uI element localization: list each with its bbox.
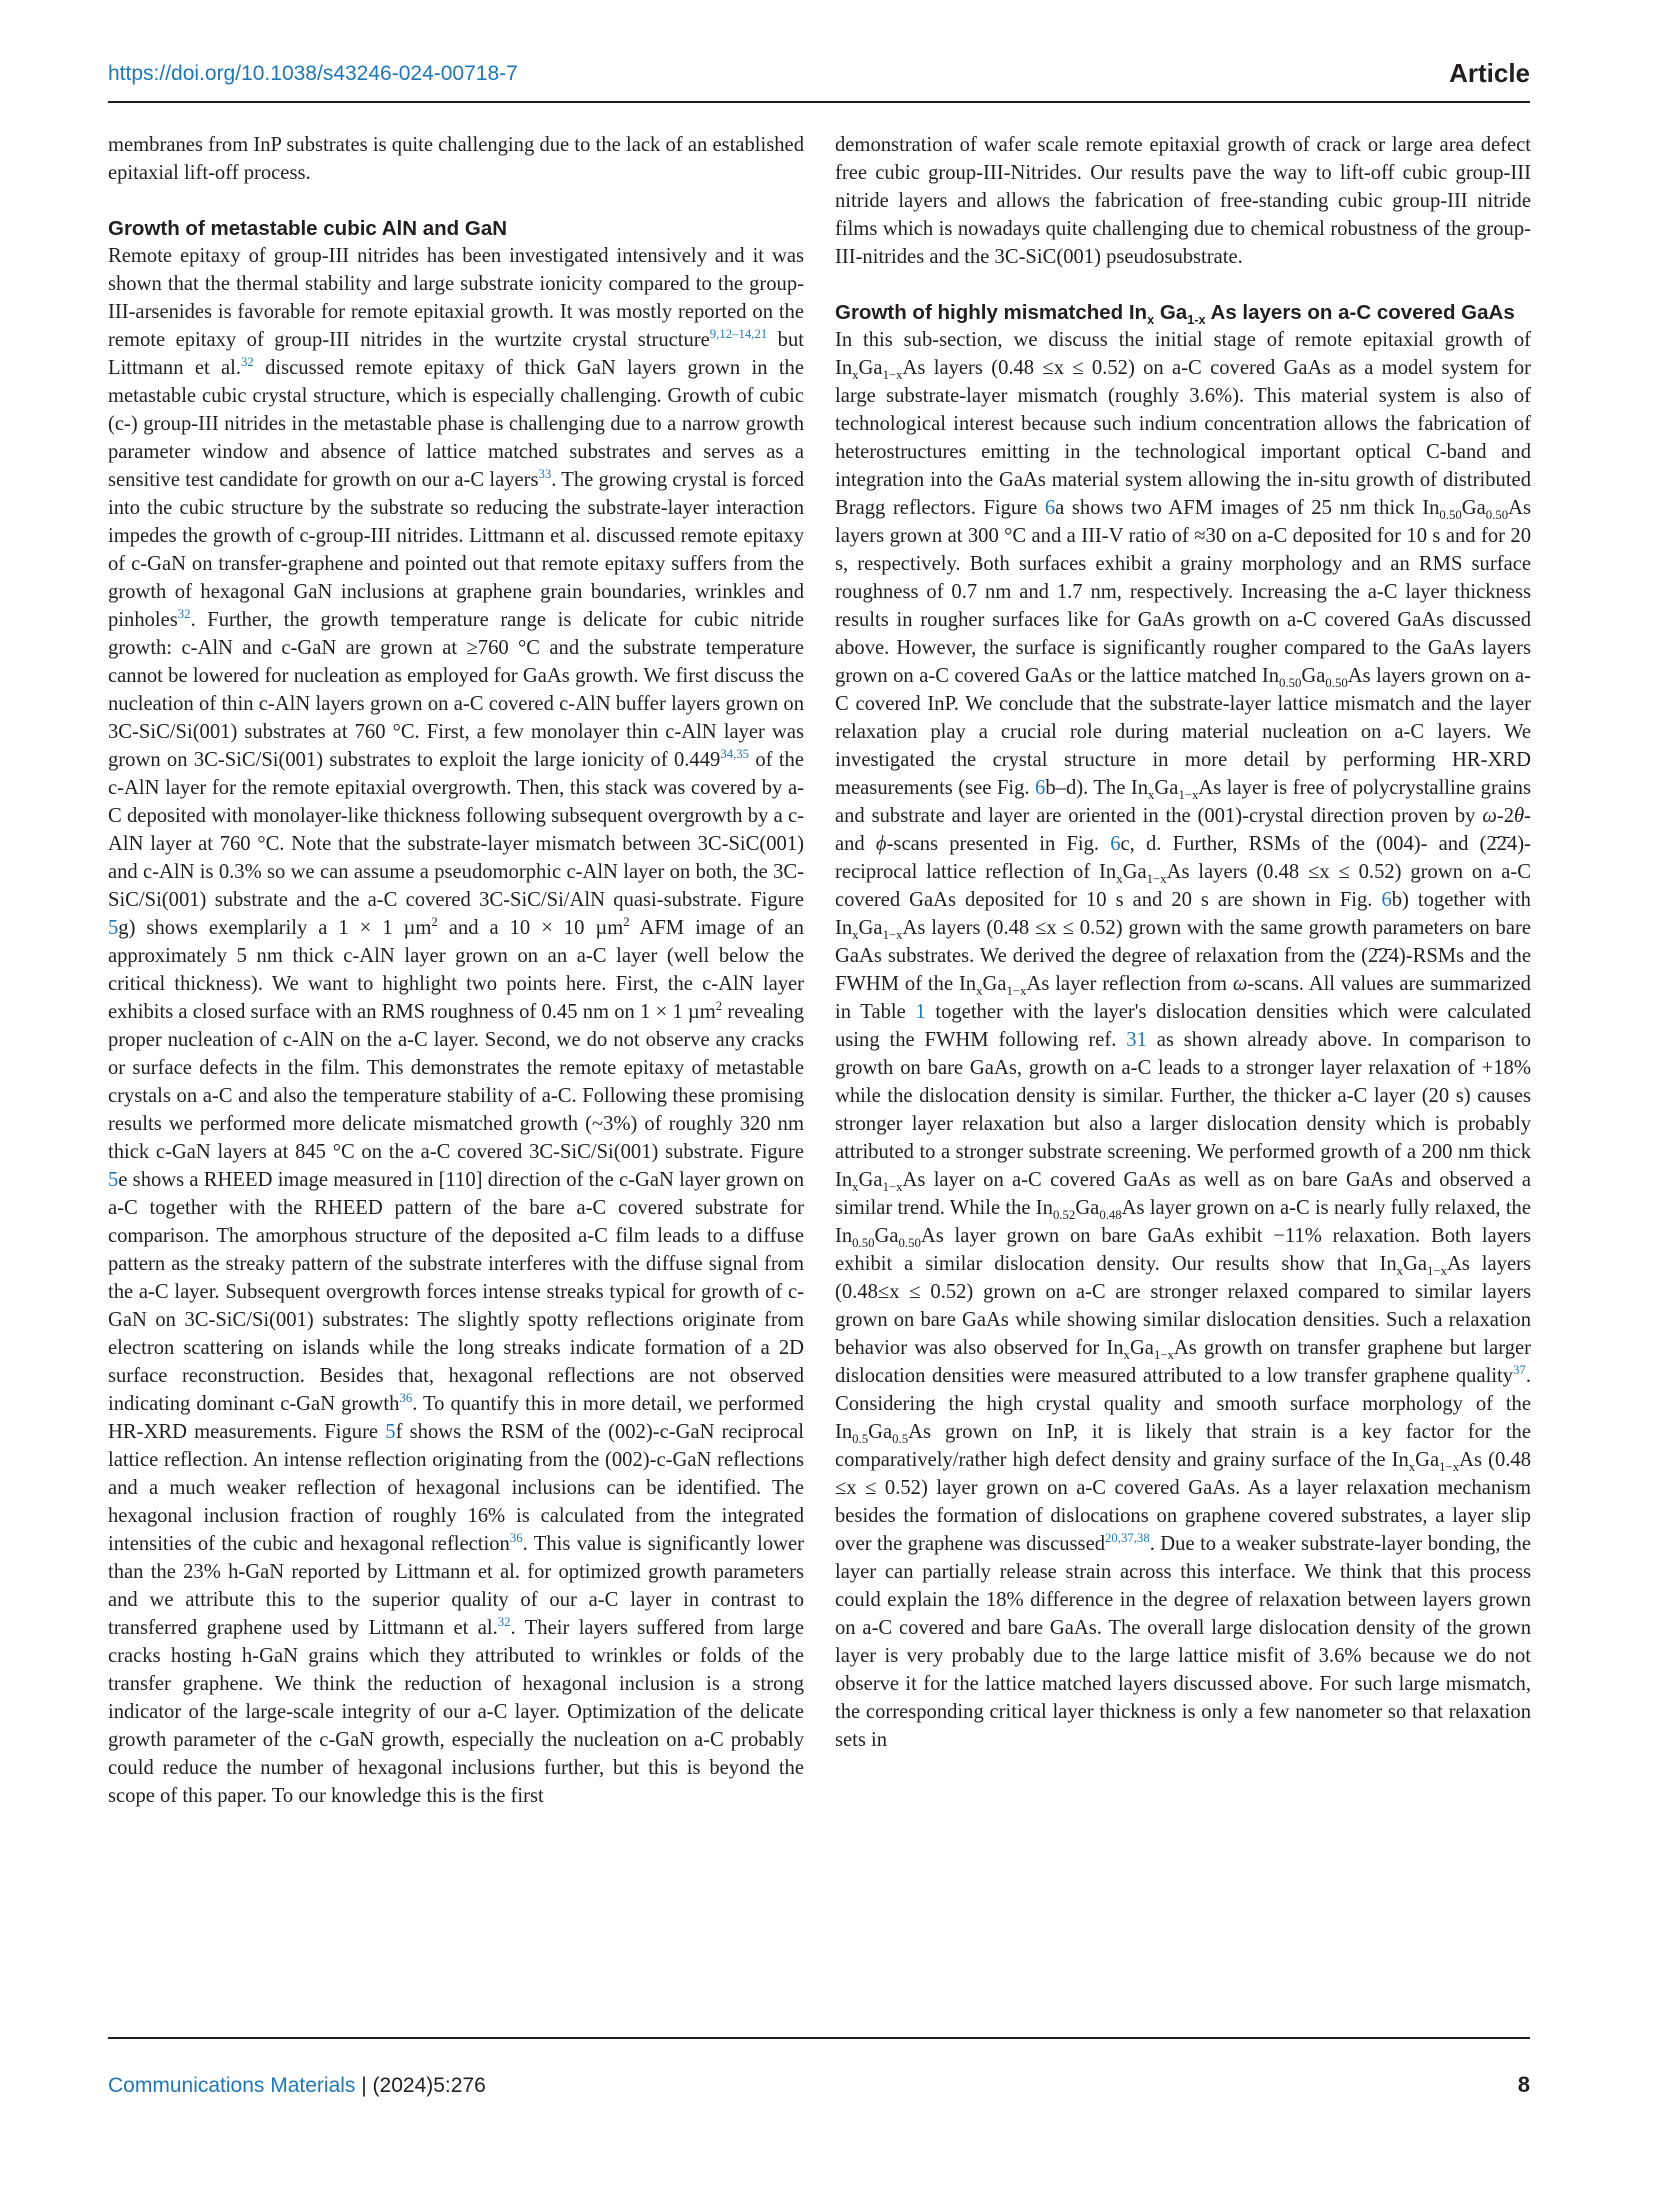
header-divider [108,101,1530,103]
article-type-label: Article [1449,58,1530,88]
footer-separator: | [355,2074,373,2097]
page-number: 8 [1517,2072,1530,2097]
left-column [108,131,804,1810]
left-body-paragraph: Remote epitaxy of group-III nitrides has been investigated intensively and it was shown that the thermal stability and large substrate ionicity compared to the group-III-arsenides is favorable for remote epitaxial growth. It was mostly reported on the remote epitaxy of group-III nitrides in the wurtzite crystal structure$^{9,12-14,21}$ but Littmann et al.$^{32}$ discussed remote epitaxy of thick GaN layers grown in the metastable cubic crystal structure, which is especially challenging. Growth of cubic (c-) group-III nitrides in the metastable phase is challenging due to a narrow growth parameter window and absence of lattice matched substrates and serves as a sensitive test candidate for growth on our a-C layers$^{33}$. The growing crystal is forced into the cubic structure by the substrate so reducing the substrate-layer interaction impedes the growth of c-group-III nitrides. Littmann et al. discussed remote epitaxy of c-GaN on transfer-graphene and pointed out that remote epitaxy suffers from the growth of hexagonal GaN inclusions at graphene grain boundaries, wrinkles and pinholes$^{32}$. Further, the growth temperature range is delicate for cubic nitride growth: c-AlN and c-GaN are grown at ≥760 °C and the substrate temperature cannot be lowered for nucleation as employed for GaAs growth. We first discuss the nucleation of thin c-AlN layers grown on a-C covered c-AlN buffer layers grown on 3C-SiC/Si(001) substrates at 760 °C. First, a few monolayer thin c-AlN layer was grown on 3C-SiC/Si(001) substrates to exploit the large ionicity of 0.449$^{34,35}$ of the c-AlN layer for the remote epitaxial overgrowth. Then, this stack was covered by a-C deposited with monolayer-like thickness following subsequent overgrowth by a c-AlN layer at 760 °C. Note that the substrate-layer mismatch between 3C-SiC(001) and c-AlN is 0.3% so we can assume a pseudomorphic c-AlN layer on both, the 3C-SiC/Si(001) substrate and the a-C covered 3C-SiC/Si/AlN quasi-substrate. Figure 5g) shows exemplarily a 1 × 1 µm$^2$ and a 10 × 10 µm$^2$ AFM image of an approximately 5 nm thick c-AlN layer grown on an a-C layer (well below the critical thickness). We want to highlight two points here. First, the c-AlN layer exhibits a closed surface with an RMS roughness of 0.45 nm on 1 × 1 µm$^2$ revealing proper nucleation of c-AlN on the a-C layer. Second, we do not observe any cracks or surface defects in the film. This demonstrates the remote epitaxy of metastable crystals on a-C and also the temperature stability of a-C. Following these promising results we performed more delicate mismatched growth (~3%) of roughly 320 nm thick c-GaN layers at 845 °C on the a-C covered 3C-SiC/Si(001) substrate. Figure 5e shows a RHEED image measured in [110] direction of the c-GaN layer grown on a-C together with the RHEED pattern of the bare a-C covered substrate for comparison. The amorphous structure of the deposited a-C film leads to a diffuse pattern as the streaky pattern of the substrate interferes with the diffuse signal from the a-C layer. Subsequent overgrowth forces intense streaks typical for growth of c-GaN on 3C-SiC/Si(001) substrates: The slightly spotty reflections originate from electron scattering on islands while the long streaks indicate formation of a 2D surface reconstruction. Besides that, hexagonal reflections are not observed indicating dominant c-GaN growth$^{36}$. To quantify this in more detail, we performed HR-XRD measurements. Figure 5f shows the RSM of the (002)-c-GaN reciprocal lattice reflection. An intense reflection originating from the (002)-c-GaN reflections and a much weaker reflection of hexagonal inclusions can be identified. The hexagonal inclusion fraction of roughly 16% is calculated from the integrated intensities of the cubic and hexagonal reflection$^{36}$. This value is significantly lower than the 23% h-GaN reported by Littmann et al. for optimized growth parameters and we attribute this to the superior quality of our a-C layer in contrast to transferred graphene used by Littmann et al.$^{32}$. Their layers suffered from large cracks hosting h-GaN grains which they attributed to wrinkles or folds of the transfer graphene. We think the reduction of hexagonal inclusion is a strong indicator of the large-scale integrity of our a-C layer. Optimization of the delicate growth parameter of the c-GaN growth, especially the nucleation on a-C probably could reduce the number of hexagonal inclusions further, but this is beyond the scope of this paper. To our knowledge this is the first [108,245,804,1807]
doi-link[interactable]: https://doi.org/10.1038/s43246-024-00718-7 [108,62,518,85]
footer-citation [108,2074,486,2098]
footer-divider [108,2037,1530,2039]
journal-name-link[interactable]: Communications Materials [108,2074,356,2097]
section-heading-ingaas: Growth of highly mismatched $In_x$ $Ga_{1-x}$ As layers on a-C covered GaAs [835,301,1515,328]
footer-volume: (2024)5:276 [372,2074,486,2097]
section-heading-cubic-aln-gan: Growth of metastable cubic AlN and GaN [108,217,508,240]
left-intro-paragraph: membranes from InP substrates is quite challenging due to the lack of an established epitaxial lift-off process. [108,134,804,184]
right-column [835,131,1531,1754]
right-intro-paragraph: demonstration of wafer scale remote epitaxial growth of crack or large area defect free cubic group-III-Nitrides. Our results pave the way to lift-off cubic group-III nitride layers and allows the fabrication of free-standing cubic group-III nitride films which is nowadays quite challenging due to chemical robustness of the group-III-nitrides and the 3C-SiC(001) pseudosubstrate. [835,134,1531,268]
right-body-paragraph: In this sub-section, we discuss the initial stage of remote epitaxial growth of $In_xGa_{1-x}As$ layers (0.48 ≤x ≤ 0.52) on a-C covered GaAs as a model system for large substrate-layer mismatch (roughly 3.6%). This material system is also of technological interest because such indium concentration allows the fabrication of heterostructures emitting in the technological important optical C-band and integration into the GaAs material system allowing the in-situ growth of distributed Bragg reflectors. Figure 6a shows two AFM images of 25 nm thick $In_{0.50}Ga_{0.50}As$ layers grown at 300 °C and a III-V ratio of ≈30 on a-C deposited for 10 s and for 20 s, respectively. Both surfaces exhibit a grainy morphology and an RMS surface roughness of 0.7 nm and 1.7 nm, respectively. Increasing the a-C layer thickness results in rougher surfaces like for GaAs growth on a-C covered GaAs discussed above. However, the surface is significantly rougher compared to the GaAs layers grown on a-C covered GaAs or the lattice matched $In_{0.50}Ga_{0.50}As$ layers grown on a-C covered InP. We conclude that the substrate-layer lattice mismatch and the layer relaxation play a crucial role during material nucleation on a-C layers. We investigated the crystal structure in more detail by performing HR-XRD measurements (see Fig. 6b–d). The $In_xGa_{1-x}As$ layer is free of polycrystalline grains and substrate and layer are oriented in the (001)-crystal direction proven by ω-2θ- and ϕ-scans presented in Fig. 6c, d. Further, RSMs of the (004)- and (2̄2̄4)- reciprocal lattice reflection of $In_xGa_{1-x}As$ layers (0.48 ≤x ≤ 0.52) grown on a-C covered GaAs deposited for 10 s and 20 s are shown in Fig. 6b) together with $In_xGa_{1-x}As$ layers (0.48 ≤x ≤ 0.52) grown with the same growth parameters on bare GaAs substrates. We derived the degree of relaxation from the (2̄2̄4)-RSMs and the FWHM of the $In_xGa_{1-x}As$ layer reflection from ω-scans. All values are summarized in Table 1 together with the layer's dislocation densities which were calculated using the FWHM following ref. 31 as shown already above. In comparison to growth on bare GaAs, growth on a-C leads to a stronger layer relaxation of +18% while the dislocation density is similar. Further, the thicker a-C layer (20 s) causes stronger layer relaxation but also a larger dislocation density which is probably attributed to a stronger substrate screening. We performed growth of a 200 nm thick $In_xGa_{1-x}As$ layer on a-C covered GaAs as well as on bare GaAs and observed a similar trend. While the $In_{0.52}Ga_{0.48}As$ layer grown on a-C is nearly fully relaxed, the $In_{0.50}Ga_{0.50}As$ layer grown on bare GaAs exhibit −11% relaxation. Both layers exhibit a similar dislocation density. Our results show that $In_xGa_{1-x}As$ layers (0.48≤x ≤ 0.52) grown on a-C are stronger relaxed compared to similar layers grown on bare GaAs while showing similar dislocation densities. Such a relaxation behavior was also observed for $In_xGa_{1-x}As$ growth on transfer graphene but larger dislocation densities were measured attributed to a low transfer graphene quality$^{37}$. Considering the high crystal quality and smooth surface morphology of the $In_{0.5}Ga_{0.5}As$ grown on InP, it is likely that strain is a key factor for the comparatively/rather high defect density and grainy surface of the $In_xGa_{1-x}As$ (0.48 ≤x ≤ 0.52) layer grown on a-C covered GaAs. As a layer relaxation mechanism besides the formation of dislocations on graphene covered substrates, a layer slip over the graphene was discussed$^{20,37,38}$. Due to a weaker substrate-layer bonding, the layer can partially release strain across this interface. We think that this process could explain the 18% difference in the degree of relaxation between layers grown on a-C covered and bare GaAs. The overall large dislocation density of the grown layer is very probably due to the large lattice misfit of 3.6% because we do not observe it for the lattice matched layers discussed above. For such large mismatch, the corresponding critical layer thickness is only a few nanometer so that relaxation sets in [835,329,1532,1751]
